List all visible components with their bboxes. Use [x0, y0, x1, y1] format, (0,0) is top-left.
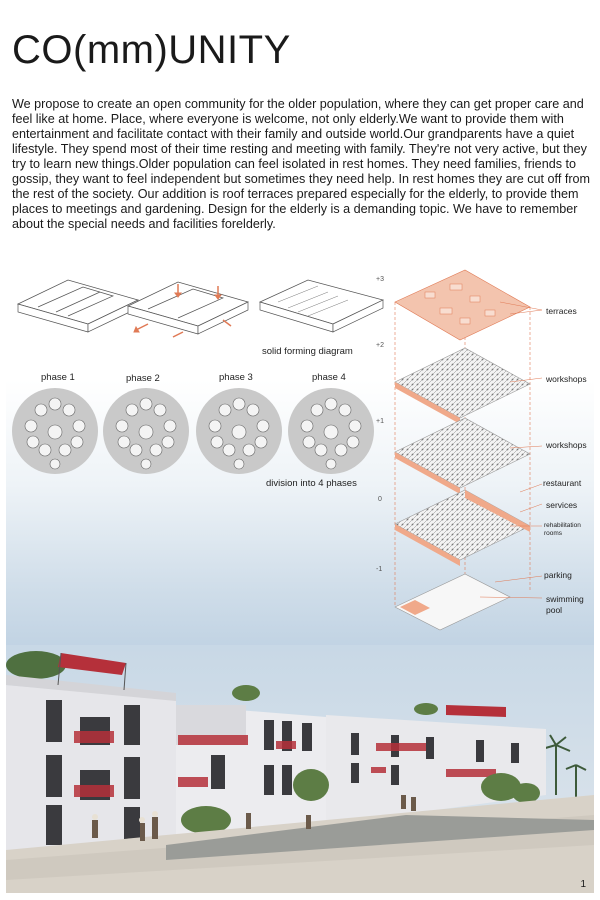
label-parking: parking [544, 570, 572, 580]
level-zero: 0 [378, 496, 382, 503]
level-minus-1: -1 [376, 566, 383, 573]
page-title: CO(mm)UNITY [12, 28, 291, 72]
label-swimming-pool: swimming pool [546, 594, 584, 615]
label-workshops-upper: workshops [546, 374, 587, 384]
label-restaurant: restaurant [543, 478, 582, 488]
solid-forming-label: solid forming diagram [262, 346, 353, 357]
phase-4-label: phase 4 [312, 372, 346, 383]
phase-1-label: phase 1 [41, 372, 75, 383]
level-plus-1: +1 [376, 418, 384, 425]
label-workshops-lower: workshops [546, 440, 587, 450]
page-number: 1 [580, 879, 586, 890]
phase-icons [0, 388, 380, 478]
label-terraces: terraces [546, 306, 577, 316]
level-plus-3: +3 [376, 276, 384, 283]
phase-2-label: phase 2 [126, 373, 160, 384]
phase-3-label: phase 3 [219, 372, 253, 383]
level-plus-2: +2 [376, 342, 384, 349]
solid-forming-diagram [8, 262, 388, 342]
label-services: services [546, 500, 578, 510]
division-label: division into 4 phases [266, 478, 357, 489]
intro-paragraph: We propose to create an open community for the older population, where they can get proper care and feel like at home. Place, where everyone is welcome, not only elderly.We want to provide them with entertainment and facilitate contact with their family and outside world.Our grandparents have a quiet lifestyle. They spend most of their time resting and meeting with family. They're not very active, but they try to learn new things.Older population can feel isolated in rest homes. They need families, friends to gossip, they want to feel independent but sometimes they need help. In rest homes they are cut off from the rest of the society. Our addition is roof terraces prepared especially for the elderly, to provide them places to meetings and gardening. Design for the elderly is a demanding topic. We have to remember about the special needs and facilities forelderly. [12, 97, 591, 231]
building-rendering [6, 645, 594, 893]
label-rehabilitation: rehabilitation rooms [544, 522, 581, 537]
